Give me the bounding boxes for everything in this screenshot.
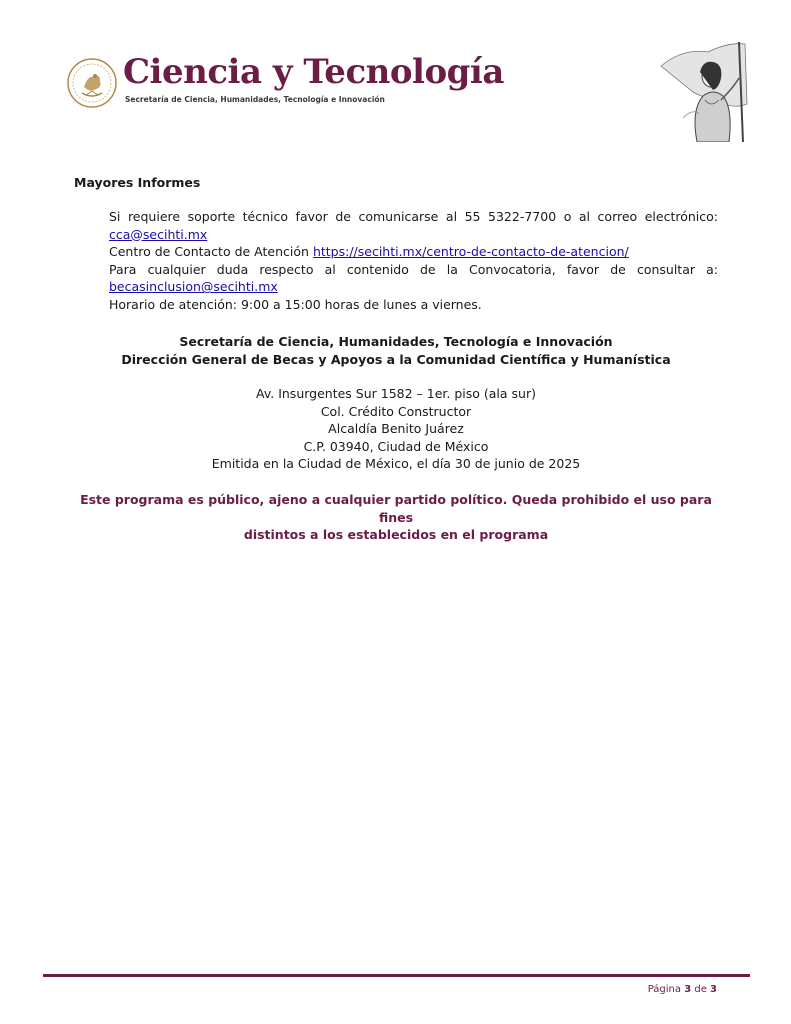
page-current: 3 — [684, 984, 692, 995]
public-program-notice — [74, 491, 718, 544]
mexico-coat-of-arms-icon — [66, 57, 118, 109]
page-number — [648, 984, 717, 995]
address-block — [74, 385, 718, 473]
header-subtitle: Secretaría de Ciencia, Humanidades, Tecnología e Innovación — [125, 95, 385, 104]
organization-line-2: Dirección General de Becas y Apoyos a la Comunidad Científica y Humanística — [121, 351, 671, 367]
contact-block — [109, 208, 718, 314]
notice-line-1: Este programa es público, ajeno a cualquier partido político. Queda prohibido el uso para fines — [80, 492, 712, 525]
header-title: Ciencia y Tecnología — [123, 52, 504, 92]
address-postal: C.P. 03940, Ciudad de México — [303, 438, 489, 454]
page-label: Página — [647, 984, 681, 995]
header-seal — [66, 57, 118, 109]
organization-block — [74, 333, 718, 368]
section-title: Mayores Informes — [74, 175, 201, 190]
contact-center-label: Centro de Contacto de Atención — [109, 244, 309, 260]
doubts-text: Para cualquier duda respecto al contenido de la Convocatoria, favor de consultar a: — [109, 261, 718, 277]
address-street: Av. Insurgentes Sur 1582 – 1er. piso (ala sur) — [256, 386, 536, 401]
contact-center-line — [109, 243, 718, 261]
contact-center-link[interactable]: https://secihti.mx/centro-de-contacto-de-atencion/ — [312, 244, 629, 260]
address-borough: Alcaldía Benito Juárez — [328, 421, 464, 437]
organization-line-1: Secretaría de Ciencia, Humanidades, Tecnología e Innovación — [179, 334, 613, 349]
doubts-email-link[interactable]: becasinclusion@secihti.mx — [109, 279, 278, 295]
support-email-link[interactable]: cca@secihti.mx — [109, 226, 208, 242]
page-total: 3 — [710, 984, 717, 995]
address-colony: Col. Crédito Constructor — [320, 403, 472, 419]
woman-with-flag-illustration — [653, 38, 751, 142]
issue-date: Emitida en la Ciudad de México, el día 30 de junio de 2025 — [211, 456, 581, 472]
footer-rule — [43, 974, 750, 977]
support-text: Si requiere soporte técnico favor de comunicarse al 55 5322-7700 o al correo electrónico: — [109, 209, 718, 224]
notice-line-2: distintos a los establecidos en el programa — [243, 527, 549, 543]
office-hours: Horario de atención: 9:00 a 15:00 horas de lunes a viernes. — [109, 296, 482, 312]
page-of: de — [694, 984, 707, 995]
header-figure — [653, 38, 751, 142]
